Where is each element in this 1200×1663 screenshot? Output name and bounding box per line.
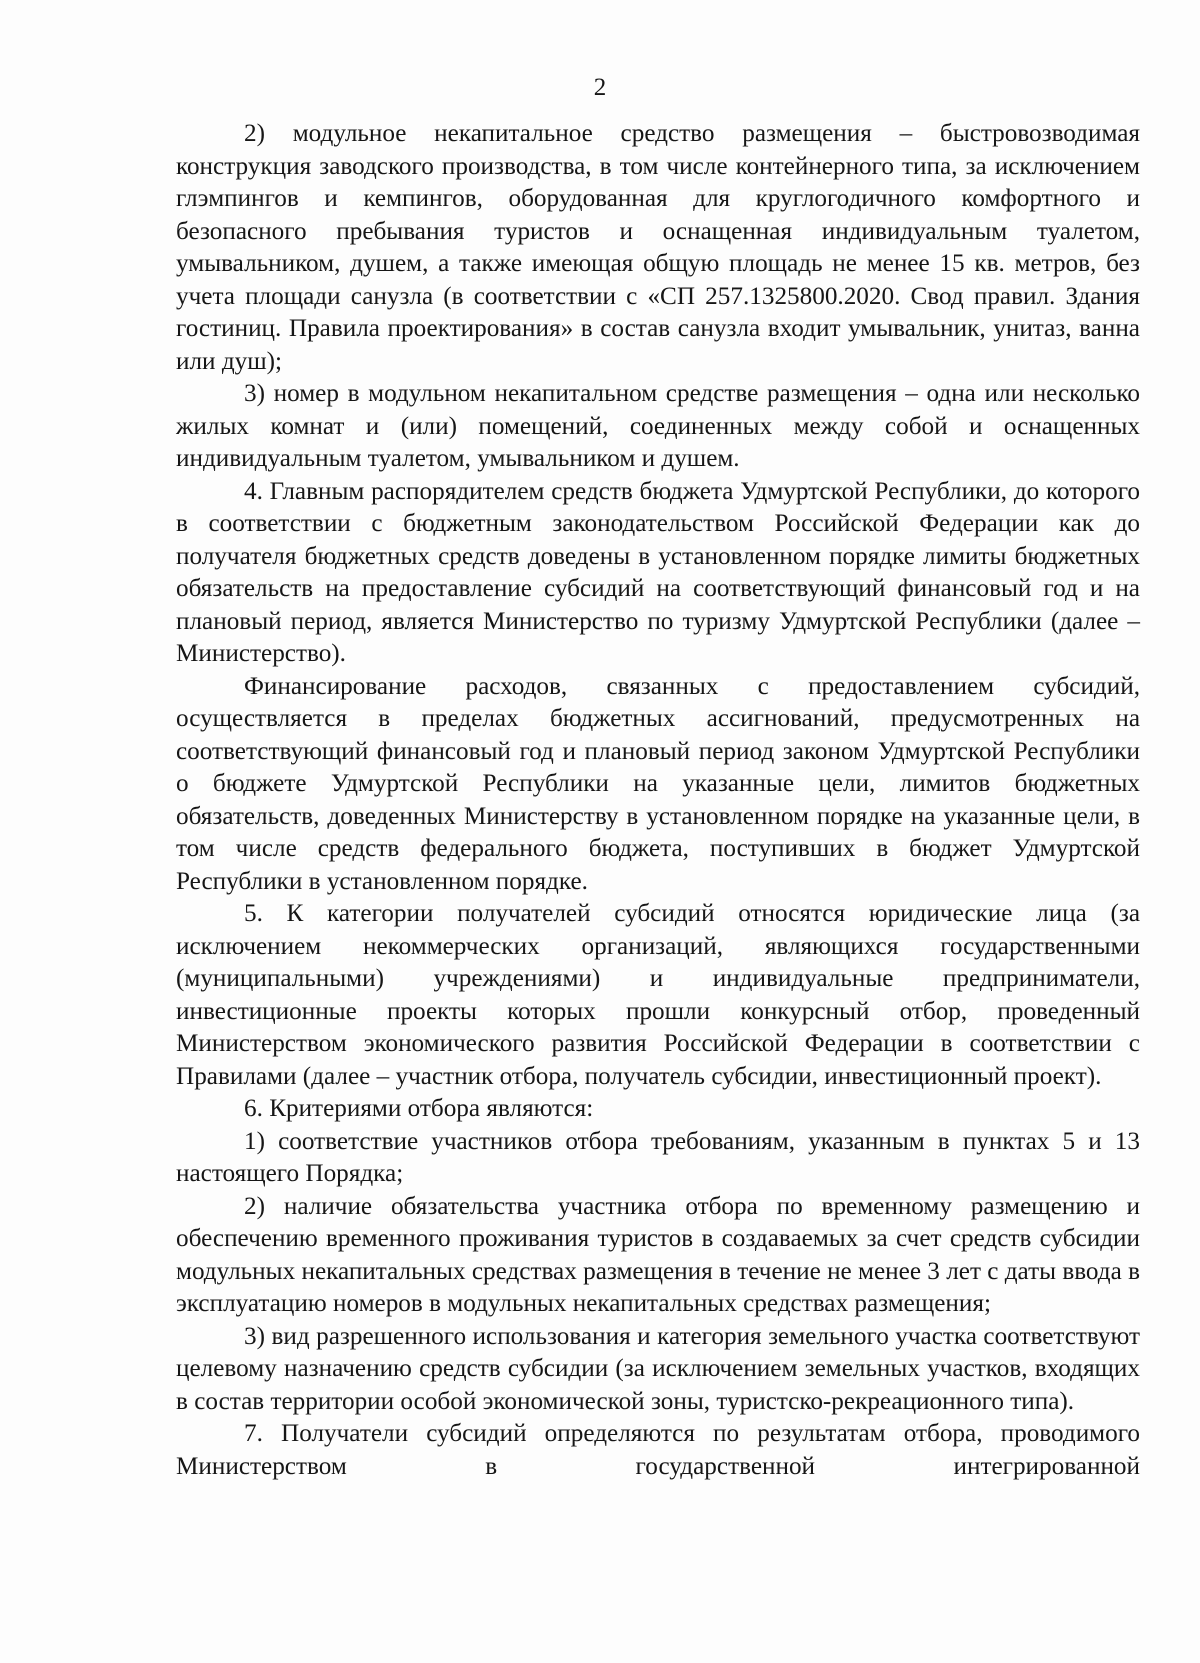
document-body [176,118,1140,1483]
paragraph-recipient-category: 5. К категории получателей субсидий относятся юридические лица (за исключением некоммерческих организаций, являющихся государственными (муниципальными) учреждениями) и индивидуальные предприниматели, инвестиционные проекты которых прошли конкурсный отбор, проведенный Министерством экономического развития Российской Федерации в соответствии с Правилами (далее – участник отбора, получатель субсидии, инвестиционный проект). [176,900,1140,1090]
paragraph-room-definition: 3) номер в модульном некапитальном средстве размещения – одна или несколько жилых комнат и (или) помещений, соединенных между собой и оснащенных индивидуальным туалетом, умывальником и душем. [176,380,1140,472]
paragraph-selection-criteria-heading: 6. Критериями отбора являются: [244,1095,594,1122]
paragraph-recipients-determination: 7. Получатели субсидий определяются по результатам отбора, проводимого Министерством в государственной интегрированной [176,1420,1140,1480]
paragraph-main-budget-manager: 4. Главным распорядителем средств бюджета Удмуртской Республики, до которого в соответствии с бюджетным законодательством Российской Федерации как до получателя бюджетных средств доведены в установленном порядке лимиты бюджетных обязательств на предоставление субсидий на соответствующий финансовый год и на плановый период, является Министерство по туризму Удмуртской Республики (далее – Министерство). [176,477,1140,667]
paragraph-criterion-3: 3) вид разрешенного использования и категория земельного участка соответствуют целевому назначению средств субсидии (за исключением земельных участков, входящих в состав территории особой экономической зоны, туристско-рекреационного типа). [176,1322,1140,1415]
page-number: 2 [593,74,607,101]
paragraph-criterion-1: 1) соответствие участников отбора требованиям, указанным в пунктах 5 и 13 настоящего Порядка; [176,1127,1140,1187]
paragraph-financing: Финансирование расходов, связанных с предоставлением субсидий, осуществляется в пределах бюджетных ассигнований, предусмотренных на соответствующий финансовый год и плановый период законом Удмуртской Республики о бюджете Удмуртской Республики на указанные цели, лимитов бюджетных обязательств, доведенных Министерству в установленном порядке на указанные цели, в том числе средств федерального бюджета, поступивших в бюджет Удмуртской Республики в установленном порядке. [176,672,1140,895]
paragraph-criterion-2: 2) наличие обязательства участника отбора по временному размещению и обеспечению временного проживания туристов в создаваемых за счет средств субсидии модульных некапитальных средствах размещения в течение не менее 3 лет с даты ввода в эксплуатацию номеров в модульных некапитальных средствах размещения; [176,1192,1140,1317]
paragraph-modular-accommodation-definition: 2) модульное некапитальное средство размещения – быстровозводимая конструкция заводского производства, в том числе контейнерного типа, за исключением глэмпингов и кемпингов, оборудованная для круглогодичного комфортного и безопасного пребывания туристов и оснащенная индивидуальным туалетом, умывальником, душем, а также имеющая общую площадь не менее 15 кв. метров, без учета площади санузла (в соответствии с «СП 257.1325800.2020. Свод правил. Здания гостиниц. Правила проектирования» в состав санузла входит умывальник, унитаз, ванна или душ); [176,120,1140,375]
